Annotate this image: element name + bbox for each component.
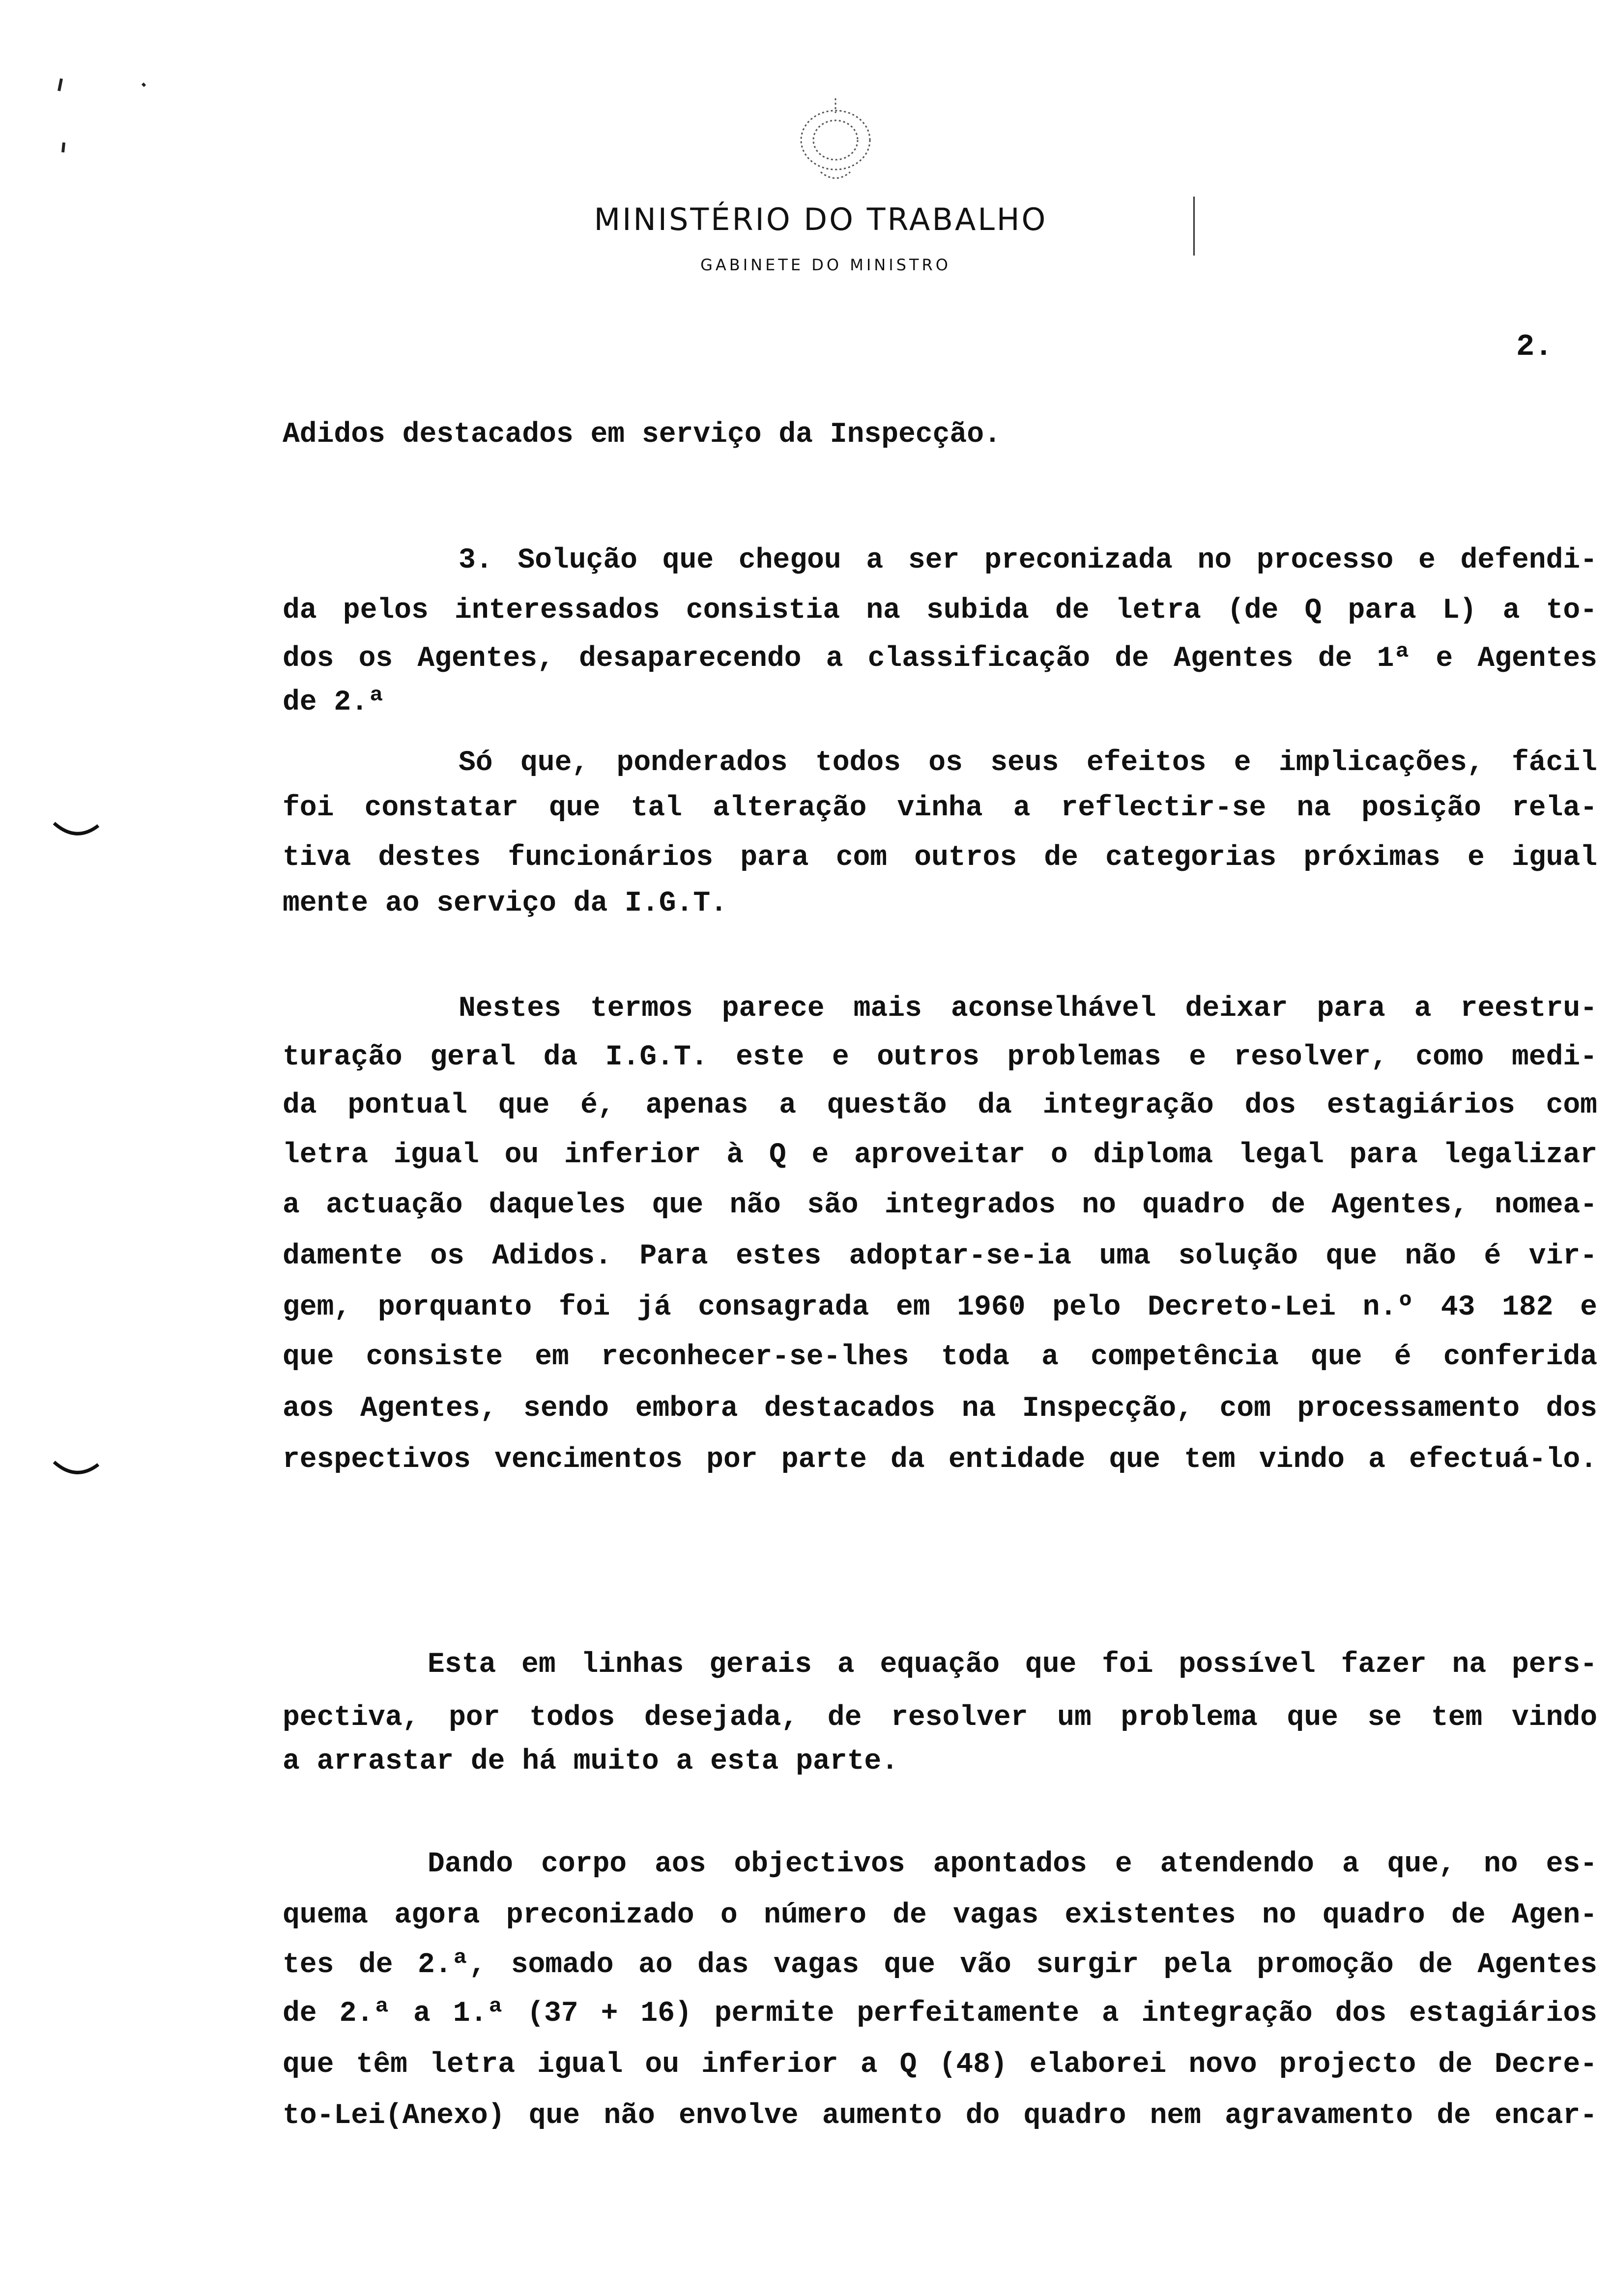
text-line: que têm letra igual ou inferior a Q (48) elaborei novo projecto de Decre- — [283, 2049, 1597, 2081]
margin-bracket-mark — [49, 1455, 103, 1484]
cabinet-name: GABINETE DO MINISTRO — [700, 256, 951, 274]
text-line: gem, porquanto foi já consagrada em 1960 pelo Decreto-Lei n.º 43 182 e — [283, 1292, 1597, 1323]
ministry-name: MINISTÉRIO DO TRABALHO — [594, 201, 1048, 237]
text-line: que consiste em reconhecer-se-lhes toda a competência que é conferida — [283, 1341, 1597, 1373]
text-line: foi constatar que tal alteração vinha a reflectir-se na posição rela- — [283, 792, 1597, 824]
text-line: Esta em linhas gerais a equação que foi possível fazer na pers- — [428, 1649, 1597, 1681]
margin-bracket-mark — [49, 816, 103, 845]
text-line: Nestes termos parece mais aconselhável deixar para a reestru- — [459, 993, 1597, 1025]
text-line: a arrastar de há muito a esta parte. — [283, 1746, 899, 1778]
text-line: to-Lei(Anexo) que não envolve aumento do quadro nem agravamento de encar- — [283, 2100, 1597, 2132]
text-line: da pelos interessados consistia na subida de letra (de Q para L) a to- — [283, 595, 1597, 627]
text-line: tes de 2.ª, somado ao das vagas que vão surgir pela promoção de Agentes — [283, 1949, 1597, 1981]
text-line: turação geral da I.G.T. este e outros problemas e resolver, como medi- — [283, 1041, 1597, 1073]
text-line: pectiva, por todos desejada, de resolver um problema que se tem vindo — [283, 1702, 1597, 1734]
text-line: 3. Solução que chegou a ser preconizada no processo e defendi- — [459, 545, 1597, 576]
text-line: de 2.ª a 1.ª (37 + 16) permite perfeitamente a integração dos estagiários — [283, 1998, 1597, 2030]
scan-speck-mark — [49, 69, 147, 167]
coat-of-arms-emblem — [777, 93, 894, 187]
text-line: aos Agentes, sendo embora destacados na Inspecção, com processamento dos — [283, 1393, 1597, 1425]
text-line: respectivos vencimentos por parte da entidade que tem vindo a efectuá-lo. — [283, 1444, 1597, 1476]
text-line: da pontual que é, apenas a questão da integração dos estagiários com — [283, 1090, 1597, 1121]
text-line: Adidos destacados em serviço da Inspecção. — [283, 419, 1001, 451]
text-line: quema agora preconizado o número de vagas existentes no quadro de Agen- — [283, 1899, 1597, 1931]
text-line: letra igual ou inferior à Q e aproveitar o diploma legal para legalizar — [283, 1139, 1597, 1171]
text-line: Dando corpo aos objectivos apontados e atendendo a que, no es- — [428, 1848, 1597, 1880]
text-line: Só que, ponderados todos os seus efeitos e implicações, fácil — [459, 747, 1597, 779]
text-line: a actuação daqueles que não são integrados no quadro de Agentes, nomea- — [283, 1189, 1597, 1221]
text-line: mente ao serviço da I.G.T. — [283, 888, 727, 919]
text-line: de 2.ª — [283, 687, 385, 718]
text-line: damente os Adidos. Para estes adoptar-se-ia uma solução que não é vir- — [283, 1240, 1597, 1272]
page-number: 2. — [1516, 329, 1553, 364]
text-line: dos os Agentes, desaparecendo a classificação de Agentes de 1ª e Agentes — [283, 643, 1597, 675]
text-line: tiva destes funcionários para com outros de categorias próximas e igual — [283, 842, 1597, 874]
